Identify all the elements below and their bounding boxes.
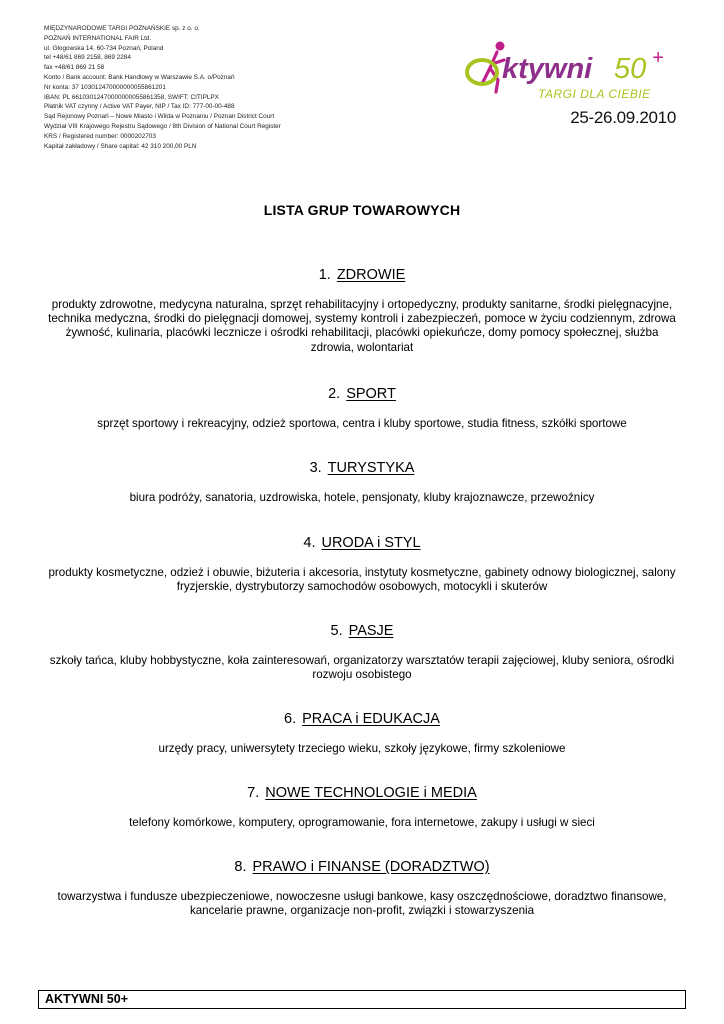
event-dates: 25-26.09.2010 [570, 108, 676, 127]
logo-figure-head [496, 42, 505, 51]
company-line: KRS / Registered number: 0000202703 [44, 132, 156, 140]
group-heading [40, 459, 684, 477]
product-group [40, 622, 684, 682]
logo-plus: + [652, 47, 664, 69]
group-name: TURYSTYKA [327, 460, 415, 476]
company-line: Wydział VIII Krajowego Rejestru Sądowego / 8th Division of National Court Register [44, 122, 281, 130]
company-line: fax +48/61 869 21 58 [44, 64, 105, 72]
product-group [40, 710, 684, 756]
group-description: urzędy pracy, uniwersytety trzeciego wieku, szkoły językowe, firmy szkoleniowe [158, 742, 566, 755]
group-heading [40, 534, 684, 552]
company-info [44, 24, 304, 151]
product-group [40, 266, 684, 355]
group-name: PRACA i EDUKACJA [302, 711, 440, 727]
product-group [40, 385, 684, 431]
page-title: LISTA GRUP TOWAROWYCH [263, 202, 461, 218]
group-heading [40, 784, 684, 802]
product-group [40, 784, 684, 830]
product-group [40, 858, 684, 918]
logo-word: ktywni [502, 53, 593, 85]
company-line: Kapitał zakładowy / Share capital: 42 310 200,00 PLN [44, 142, 197, 150]
group-description: sprzęt sportowy i rekreacyjny, odzież sportowa, centra i kluby sportowe, studia fitness, szkółki sportowe [97, 417, 627, 430]
company-line: IBAN: PL 66103012470000000055861358, SWIFT: CITIPLPX [44, 93, 219, 101]
group-number: 8. [234, 859, 247, 875]
logo-figure-body [482, 52, 504, 92]
company-line: Nr konta: 37 103012470000000055861201 [44, 83, 166, 91]
company-line: ul. Głogowska 14, 60-734 Poznań, Poland [44, 44, 164, 52]
group-number: 2. [328, 386, 341, 402]
group-description: szkoły tańca, kluby hobbystyczne, koła zainteresowań, organizatorzy warsztatów terapii zajęciowej, kluby seniora, ośrodki rozwoju osobistego [49, 654, 675, 682]
company-line: Konto / Bank account: Bank Handlowy w Warszawie S.A. o/Poznań [44, 73, 235, 81]
company-line: tel +48/61 869 2158, 869 2284 [44, 54, 131, 62]
group-number: 6. [284, 711, 297, 727]
group-heading [40, 710, 684, 728]
group-heading [40, 858, 684, 876]
group-name: PRAWO i FINANSE (DORADZTWO) [252, 859, 490, 875]
aktywni-logo [462, 38, 678, 104]
group-name: PASJE [348, 623, 394, 639]
group-name: SPORT [346, 386, 396, 402]
company-line: MIĘDZYNARODOWE TARGI POZNAŃSKIE sp. z o. o. [44, 25, 200, 32]
group-number: 4. [303, 535, 316, 551]
group-name: ZDROWIE [336, 267, 406, 283]
group-heading [40, 385, 684, 403]
group-name: URODA i STYL [321, 535, 421, 551]
group-heading [40, 266, 684, 284]
company-line: POZNAŃ INTERNATIONAL FAIR Ltd. [44, 34, 152, 42]
footer-label: AKTYWNI 50+ [38, 990, 686, 1009]
group-description: produkty kosmetyczne, odzież i obuwie, biżuteria i akcesoria, instytuty kosmetyczne, gabinety odnowy biologicznej, salony fryzjerskie, dystrybutorzy samochodów osobowych, motocykli i skuterów [48, 566, 676, 594]
group-description: towarzystwa i fundusze ubezpieczeniowe, nowoczesne usługi bankowe, kasy oszczędnościowe, doradztwo finansowe, kancelarie prawne, organizacje non-profit, związki i stowarzyszenia [57, 890, 667, 918]
product-group [40, 534, 684, 594]
group-name: NOWE TECHNOLOGIE i MEDIA [265, 785, 477, 801]
group-number: 3. [309, 460, 322, 476]
group-description: telefony komórkowe, komputery, oprogramowanie, fora internetowe, zakupy i usługi w sieci [129, 816, 595, 829]
group-number: 1. [318, 267, 331, 283]
group-heading [40, 622, 684, 640]
group-number: 5. [330, 623, 343, 639]
logo-tagline: TARGI DLA CIEBIE [538, 87, 651, 101]
group-description: produkty zdrowotne, medycyna naturalna, sprzęt rehabilitacyjny i ortopedyczny, produkty sanitarne, środki pielęgnacyjne, technika medyczna, środki do pielęgnacji domowej, systemy kontroli i zabezpieczeń, pomoce w życiu codziennym, zdrowa żywność, kulinaria, placówki lecznicze i ośrodki rehabilitacji, placówki opiekuńcze, domy pomocy społecznej, służba zdrowia, wolontariat [48, 298, 676, 354]
product-group [40, 459, 684, 505]
company-line: Płatnik VAT czynny / Active VAT Payer, NIP / Tax ID: 777-00-00-488 [44, 103, 235, 111]
group-number: 7. [247, 785, 260, 801]
group-description: biura podróży, sanatoria, uzdrowiska, hotele, pensjonaty, kluby krajoznawcze, przewoźnicy [129, 491, 595, 504]
logo-number: 50 [614, 53, 647, 85]
company-line: Sąd Rejonowy Poznań – Nowe Miasto i Wilda w Poznaniu / Poznan District Court [44, 113, 275, 121]
